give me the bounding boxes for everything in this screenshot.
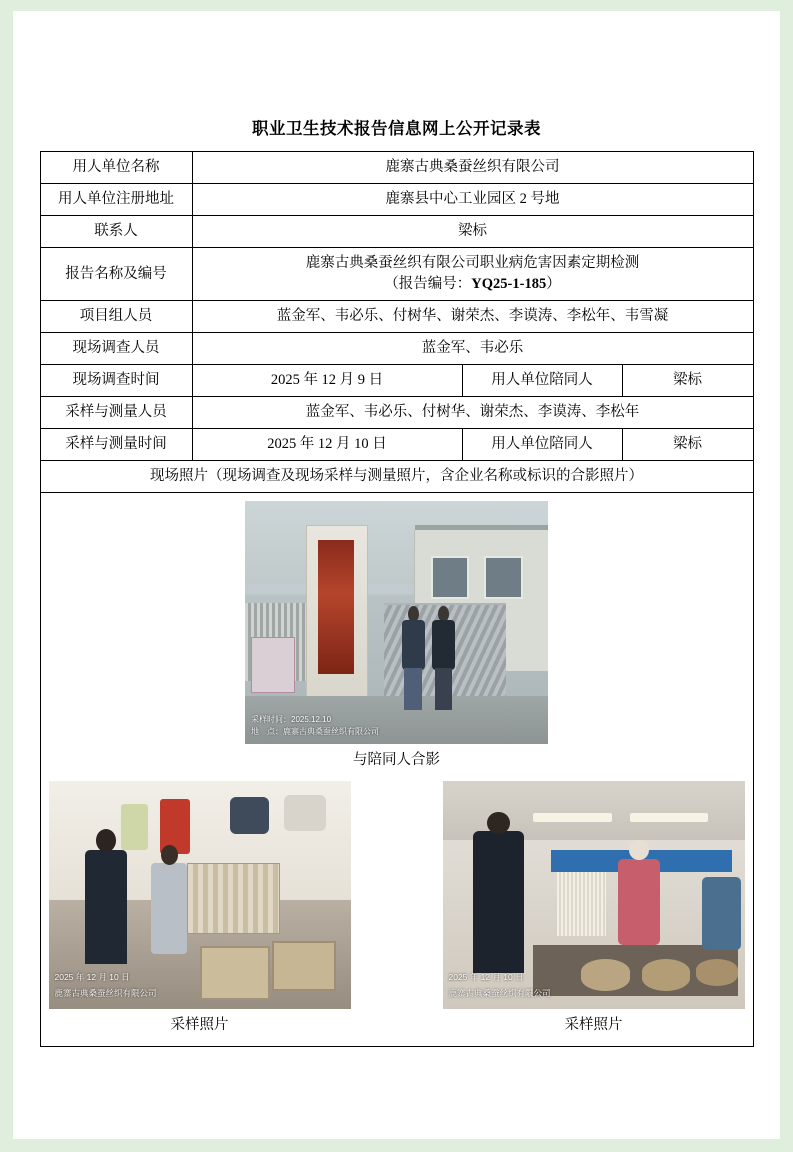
photo-crate bbox=[200, 946, 270, 1000]
photo-hanging-bag bbox=[230, 797, 269, 833]
table-row bbox=[40, 301, 753, 333]
photo-worker bbox=[151, 863, 187, 954]
table-row bbox=[40, 493, 753, 1047]
row-value-report-name bbox=[192, 248, 753, 301]
row-label-survey-staff: 现场调查人员 bbox=[40, 333, 192, 365]
photos-section-header: 现场照片（现场调查及现场采样与测量照片，含企业名称或标识的合影照片） bbox=[40, 461, 753, 493]
row-value-survey-staff: 蓝金军、韦必乐 bbox=[192, 333, 753, 365]
photo-group-entrance bbox=[245, 501, 548, 744]
row-value-contact-person: 梁标 bbox=[192, 216, 753, 248]
photo-stamp-date: 2025 年 12 月 10 日 bbox=[54, 971, 130, 982]
table-row bbox=[40, 333, 753, 365]
row-label-sampling-staff: 采样与测量人员 bbox=[40, 397, 192, 429]
row-label-registered-address: 用人单位注册地址 bbox=[40, 184, 192, 216]
photo-sampling-right bbox=[443, 781, 745, 1009]
photo-stamp bbox=[251, 714, 379, 738]
document-page bbox=[13, 11, 780, 1139]
photo-col-left bbox=[49, 781, 351, 1036]
photo-col-right bbox=[443, 781, 745, 1036]
photo-crate bbox=[272, 941, 336, 991]
photo-stamp-company bbox=[55, 985, 157, 1001]
photo-hanging-bag bbox=[284, 795, 326, 831]
photo-basin bbox=[581, 959, 629, 991]
photo-stamp bbox=[449, 969, 551, 1001]
row-label-survey-escort: 用人单位陪同人 bbox=[462, 365, 622, 397]
photo-sampling-left bbox=[49, 781, 351, 1009]
photo-block bbox=[41, 493, 753, 1046]
photo-stamp-date: 2025 年 12 月 10 日 bbox=[448, 971, 524, 982]
table-row bbox=[40, 397, 753, 429]
photo-worker bbox=[85, 850, 127, 964]
record-table bbox=[40, 151, 754, 1047]
table-row bbox=[40, 429, 753, 461]
row-value-sampling-staff: 蓝金军、韦必乐、付树华、谢荣杰、李谟涛、李松年 bbox=[192, 397, 753, 429]
photos-cell bbox=[40, 493, 753, 1047]
photo-banner bbox=[318, 540, 354, 674]
photo-worker bbox=[473, 831, 524, 972]
report-number-prefix: （报告编号： bbox=[384, 276, 472, 293]
row-value-registered-address: 鹿寨县中心工业园区 2 号地 bbox=[192, 184, 753, 216]
table-row bbox=[40, 184, 753, 216]
row-value-sampling-escort: 梁标 bbox=[622, 429, 753, 461]
photo-worker bbox=[618, 859, 660, 946]
photo-lamp bbox=[533, 813, 612, 822]
photo-person-left bbox=[400, 606, 427, 710]
photo-stamp-company-text: 鹿寨古典桑蚕丝织有限公司 bbox=[54, 988, 157, 999]
person-body bbox=[402, 620, 425, 670]
person-legs bbox=[404, 668, 421, 710]
photo-row-bottom bbox=[41, 781, 753, 1036]
row-label-survey-date: 现场调查时间 bbox=[40, 365, 192, 397]
photo-worker bbox=[702, 877, 741, 950]
row-value-company-name: 鹿寨古典桑蚕丝织有限公司 bbox=[192, 152, 753, 184]
row-label-contact-person: 联系人 bbox=[40, 216, 192, 248]
photo-row-top bbox=[41, 501, 753, 771]
photo-stamp-company bbox=[449, 985, 551, 1001]
person-body bbox=[432, 620, 455, 670]
photo-caption-top: 与陪同人合影 bbox=[353, 752, 440, 769]
photo-person-right bbox=[430, 606, 457, 710]
row-label-project-team: 项目组人员 bbox=[40, 301, 192, 333]
table-row bbox=[40, 216, 753, 248]
row-label-report-name: 报告名称及编号 bbox=[40, 248, 192, 301]
photo-basin bbox=[696, 959, 738, 986]
photo-machine bbox=[187, 863, 280, 933]
row-value-sampling-date: 2025 年 12 月 10 日 bbox=[192, 429, 462, 461]
person-legs bbox=[435, 668, 452, 710]
photo-lamp bbox=[630, 813, 709, 822]
table-row bbox=[40, 365, 753, 397]
report-number-suffix: ） bbox=[546, 276, 561, 293]
report-name-text: 鹿寨古典桑蚕丝织有限公司职业病危害因素定期检测 bbox=[305, 255, 640, 272]
photo-notice-board bbox=[251, 637, 295, 692]
row-value-survey-escort: 梁标 bbox=[622, 365, 753, 397]
table-row bbox=[40, 248, 753, 301]
row-label-sampling-date: 采样与测量时间 bbox=[40, 429, 192, 461]
row-value-project-team: 蓝金军、韦必乐、付树华、谢荣杰、李谟涛、李松年、韦雪凝 bbox=[192, 301, 753, 333]
page-title: 职业卫生技术报告信息网上公开记录表 bbox=[252, 120, 541, 138]
photo-stamp-place: 地 点：鹿寨古典桑蚕丝织有限公司 bbox=[251, 727, 379, 737]
report-number-line bbox=[197, 274, 749, 295]
photo-top-wrapper bbox=[245, 501, 548, 771]
report-number: YQ25-1-185 bbox=[471, 276, 547, 293]
photo-stamp bbox=[55, 969, 157, 1001]
photo-caption-bottom-right: 采样照片 bbox=[564, 1017, 623, 1034]
row-value-survey-date: 2025 年 12 月 9 日 bbox=[192, 365, 462, 397]
photo-caption-bottom-left: 采样照片 bbox=[170, 1017, 229, 1034]
table-row bbox=[40, 152, 753, 184]
row-label-sampling-escort: 用人单位陪同人 bbox=[462, 429, 622, 461]
photo-silk bbox=[557, 872, 605, 936]
table-row bbox=[40, 461, 753, 493]
photo-stamp-company-text: 鹿寨古典桑蚕丝织有限公司 bbox=[448, 988, 551, 999]
photo-hanging-bag bbox=[121, 804, 148, 850]
row-label-company-name: 用人单位名称 bbox=[40, 152, 192, 184]
photo-basin bbox=[642, 959, 690, 991]
photo-stamp-time: 采样时间：2025.12.10 bbox=[251, 715, 332, 725]
